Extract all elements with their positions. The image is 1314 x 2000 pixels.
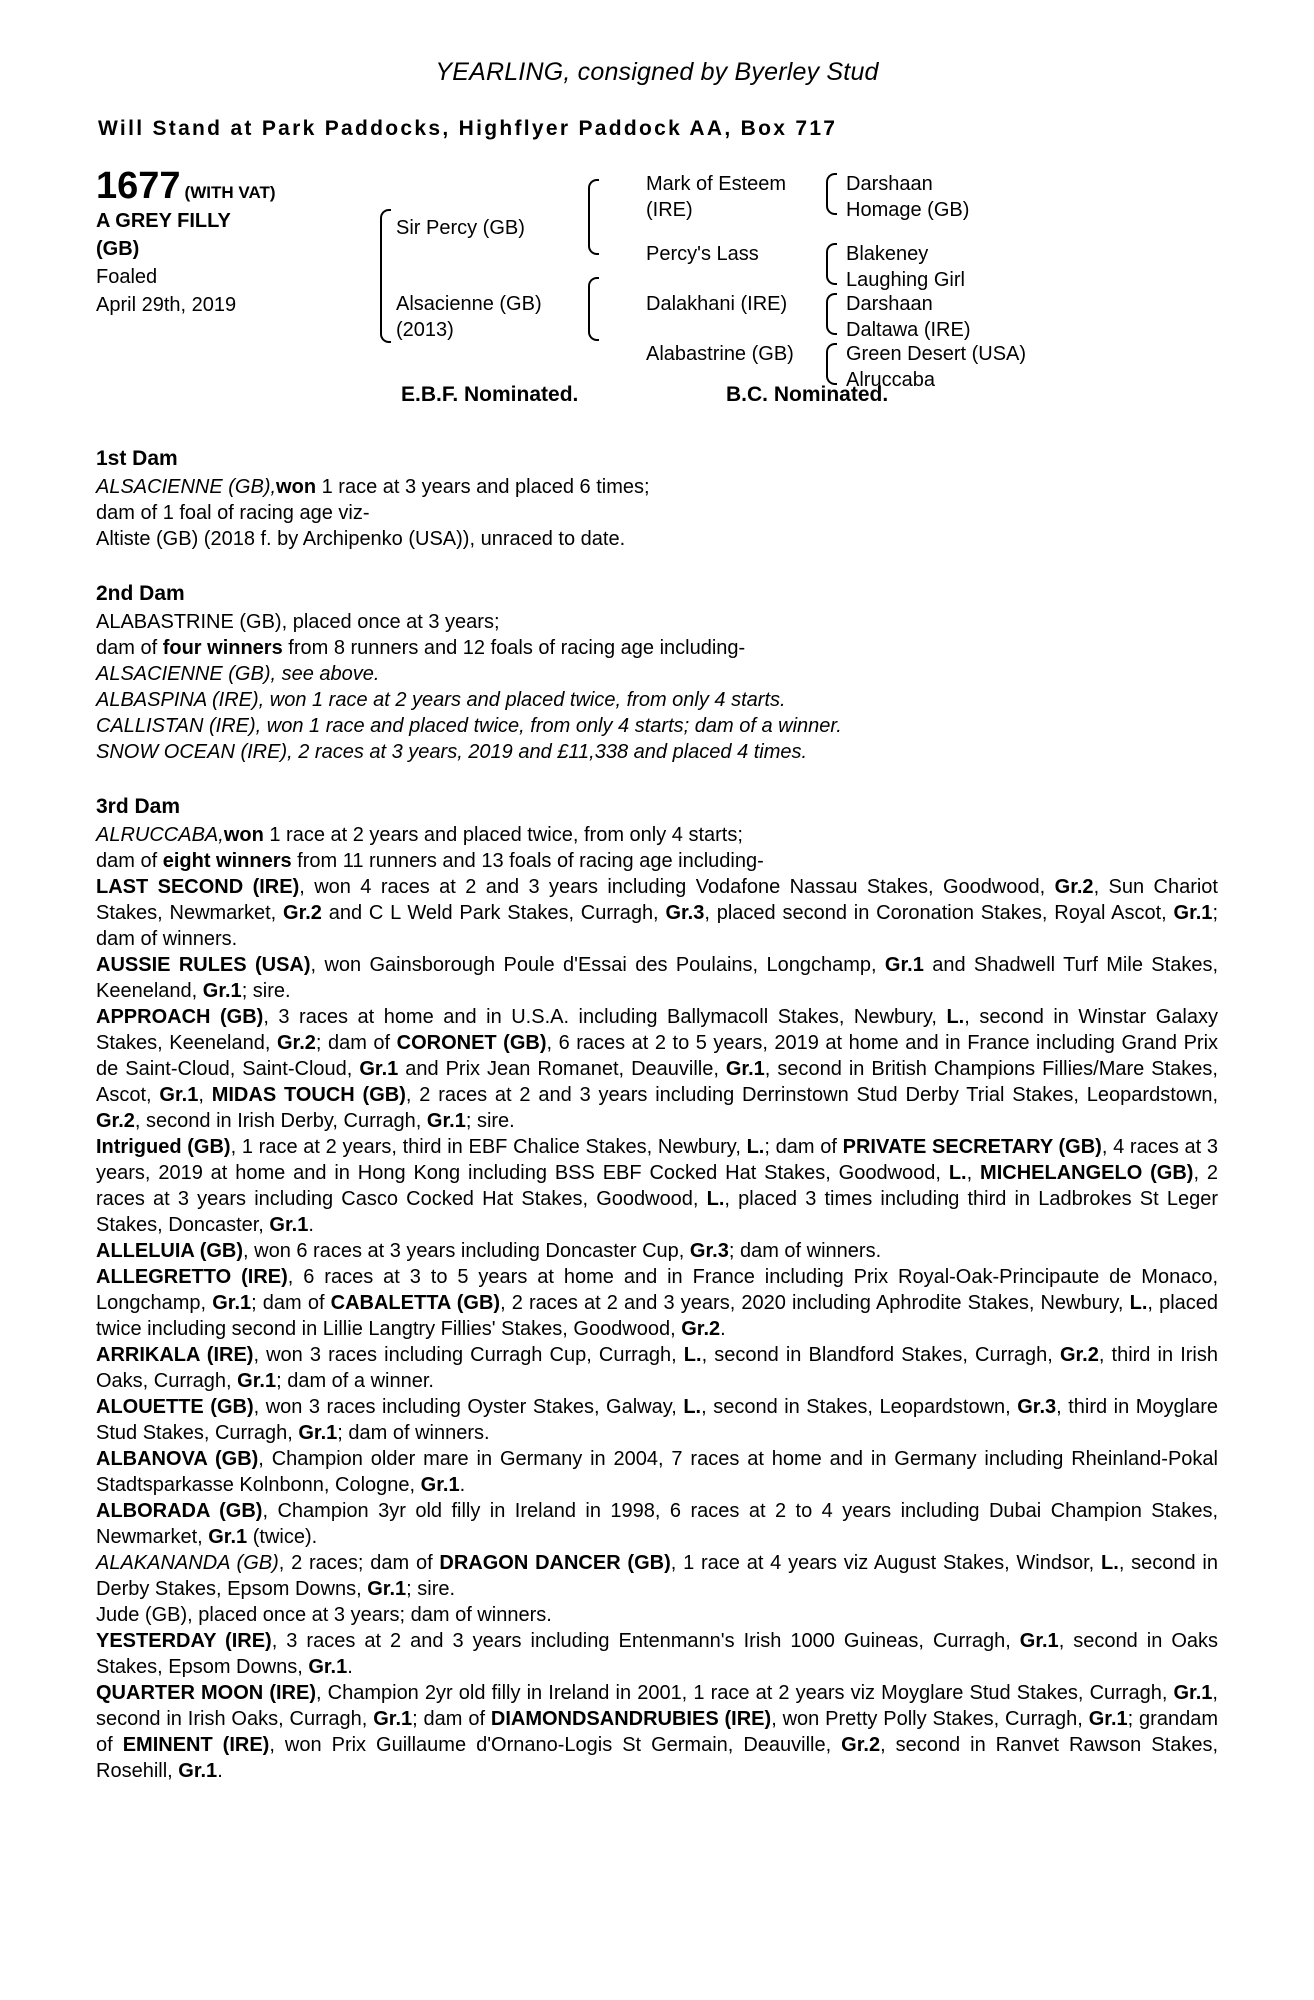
sire-name: Sir Percy (GB): [396, 217, 525, 239]
sires-sire-name-2: (IRE): [646, 199, 693, 221]
gg-name-5: Darshaan: [846, 293, 933, 315]
list-item: ALBASPINA (IRE), won 1 race at 2 years and placed twice, from only 4 starts.: [96, 689, 786, 711]
progeny-name: ALOUETTE (GB): [96, 1396, 254, 1418]
progeny-name: AUSSIE RULES (USA): [96, 954, 311, 976]
progeny-description: , 2 races; dam of DRAGON DANCER (GB), 1 race at 4 years viz August Stakes, Windsor, L., second in Derby Stakes, Epsom Downs, Gr.1; sire.: [96, 1552, 1218, 1600]
brace-gg1: [826, 173, 837, 215]
list-item: [96, 1004, 1218, 1134]
jude-line: Jude (GB), placed once at 3 years; dam of winners.: [96, 1604, 552, 1626]
progeny-description: , Champion 3yr old filly in Ireland in 1998, 6 races at 2 to 4 years including Dubai Champion Stakes, Newmarket, Gr.1 (twice).: [96, 1500, 1218, 1548]
brace-outer: [380, 209, 391, 343]
progeny-description: , won 3 races including Curragh Cup, Curragh, L., second in Blandford Stakes, Curragh, Gr.2, third in Irish Oaks, Curragh, Gr.1; dam of a winner.: [96, 1344, 1218, 1392]
sires-dam-name: Percy's Lass: [646, 243, 759, 265]
progeny-name: ALAKANANDA (GB): [96, 1552, 279, 1574]
list-item: CALLISTAN (IRE), won 1 race and placed twice, from only 4 starts; dam of a winner.: [96, 715, 842, 737]
lot-details: [96, 167, 366, 318]
progeny-description: , won 6 races at 3 years including Doncaster Cup, Gr.3; dam of winners.: [243, 1240, 882, 1262]
list-item: [96, 952, 1218, 1004]
third-dam-progeny-list: [96, 874, 1218, 1602]
first-dam-line-2: dam of 1 foal of racing age viz-: [96, 502, 370, 524]
third-dam-name: ALRUCCABA,: [96, 824, 224, 846]
progeny-description: , won 3 races including Oyster Stakes, Galway, L., second in Stakes, Leopardstown, Gr.3, third in Moyglare Stud Stakes, Curragh, Gr.1; dam of winners.: [96, 1396, 1218, 1444]
dams-dam-name: Alabastrine (GB): [646, 343, 794, 365]
progeny-name: ALLEGRETTO (IRE): [96, 1266, 288, 1288]
ebf-nominated: E.B.F. Nominated.: [401, 383, 579, 406]
pedigree-column-great-grandparents: [846, 167, 1166, 391]
first-dam-line-1: [96, 474, 1218, 500]
pedigree-table: [96, 165, 1218, 391]
progeny-name: ALLELUIA (GB): [96, 1240, 244, 1262]
brace-gg3: [826, 293, 837, 335]
list-item: [96, 1394, 1218, 1446]
foaled-label: Foaled: [96, 265, 158, 288]
gg-name-4: Laughing Girl: [846, 269, 965, 291]
brace-gg4: [826, 343, 837, 385]
progeny-description: , 6 races at 3 to 5 years at home and in France including Prix Royal-Oak-Principaute de Monaco, Longchamp, Gr.1; dam of CABALETTA (GB), 2 races at 2 and 3 years, 2020 including Aphrodite Stakes, Newbury, L., placed twice including second in Lillie Langtry Fillies' Stakes, Goodwood, Gr.2.: [96, 1266, 1219, 1340]
lot-description-line2: (GB): [96, 238, 140, 261]
list-item: [96, 1446, 1218, 1498]
gg-name-1: Darshaan: [846, 173, 933, 195]
list-item: [96, 874, 1218, 952]
progeny-description: , 1 race at 2 years, third in EBF Chalice Stakes, Newbury, L.; dam of PRIVATE SECRETARY (GB), 4 races at 3 years, 2019 at home and in Hong Kong including BSS EBF Cocked Hat Stakes, Goodwood, L., MICHELANGELO (GB), 2 races at 3 years including Casco Cocked Hat Stakes, Goodwood, L., placed 3 times including third in Ladbrokes St Leger Stakes, Doncaster, Gr.1.: [96, 1136, 1219, 1236]
progeny-description: , Champion older mare in Germany in 2004, 7 races at home and in Germany including Rheinland-Pokal Stadtsparkasse Kolnbonn, Cologne, Gr.1.: [96, 1448, 1218, 1496]
progeny-name: LAST SECOND (IRE): [96, 876, 300, 898]
gg-name-6: Daltawa (IRE): [846, 319, 971, 341]
second-dam-line-2: [96, 635, 1218, 661]
progeny-name: QUARTER MOON (IRE): [96, 1682, 316, 1704]
gg-name-7: Green Desert (USA): [846, 343, 1027, 365]
third-dam-section: [96, 795, 1218, 1784]
list-item: [96, 1264, 1218, 1342]
gg-name-8: Alruccaba: [846, 369, 935, 391]
progeny-name: YESTERDAY (IRE): [96, 1630, 272, 1652]
third-dam-winner-count: eight winners: [162, 850, 292, 872]
gg-name-3: Blakeney: [846, 243, 929, 265]
progeny-name: ALBANOVA (GB): [96, 1448, 259, 1470]
foaled-date: April 29th, 2019: [96, 293, 237, 316]
dam-year: (2013): [396, 319, 454, 341]
dams-sire-name: Dalakhani (IRE): [646, 293, 788, 315]
brace-dam: [588, 277, 599, 341]
sires-sire-name: Mark of Esteem: [646, 173, 787, 195]
lot-vat-note: (WITH VAT): [184, 183, 276, 202]
list-item: [96, 1498, 1218, 1550]
first-dam-name: ALSACIENNE (GB),: [96, 476, 277, 498]
jude-progeny-list: [96, 1628, 1218, 1784]
first-dam-section: [96, 447, 1218, 552]
third-dam-heading: 3rd Dam: [96, 795, 181, 818]
consignment-title: YEARLING, consigned by Byerley Stud: [435, 58, 879, 86]
dam-name: Alsacienne (GB): [396, 293, 542, 315]
list-item: [96, 1680, 1218, 1784]
lot-description-line1: A GREY FILLY: [96, 210, 231, 232]
third-dam-line-1: [96, 822, 1218, 848]
third-dam-damof-prefix: dam of: [96, 850, 163, 872]
progeny-name: ALBORADA (GB): [96, 1500, 263, 1522]
second-dam-section: [96, 582, 1218, 765]
progeny-name: ARRIKALA (IRE): [96, 1344, 254, 1366]
progeny-description: , Champion 2yr old filly in Ireland in 2001, 1 race at 2 years viz Moyglare Stud Stakes, Curragh, Gr.1, second in Irish Oaks, Curragh, Gr.1; dam of DIAMONDSANDRUBIES (IRE), won Pretty Polly Stakes, Curragh, Gr.1; grandam of EMINENT (IRE), won Prix Guillaume d'Ornano-Logis St Germain, Deauville, Gr.2, second in Ranvet Rawson Stakes, Rosehill, Gr.1.: [96, 1682, 1218, 1782]
third-dam-line-2: [96, 848, 1218, 874]
nomination-line: [96, 383, 1218, 417]
brace-sire: [588, 179, 599, 255]
list-item: ALSACIENNE (GB), see above.: [96, 663, 380, 685]
list-item: [96, 1238, 1218, 1264]
brace-gg2: [826, 243, 837, 285]
lot-number-row: [96, 167, 366, 205]
third-dam-damof-suffix: from 11 runners and 13 foals of racing age including-: [291, 850, 764, 872]
second-dam-line-1: ALABASTRINE (GB), placed once at 3 years;: [96, 611, 500, 633]
second-dam-heading: 2nd Dam: [96, 582, 185, 605]
second-dam-damof-suffix: from 8 runners and 12 foals of racing age including-: [282, 637, 746, 659]
list-item: [96, 1628, 1218, 1680]
first-dam-record: 1 race at 3 years and placed 6 times;: [316, 476, 650, 498]
progeny-description: , won 4 races at 2 and 3 years including Vodafone Nassau Stakes, Goodwood, Gr.2, Sun Chariot Stakes, Newmarket, Gr.2 and C L Weld Park Stakes, Curragh, Gr.3, placed second in Coronation Stakes, Royal Ascot, Gr.1; dam of winners.: [96, 876, 1218, 950]
list-item: [96, 1134, 1218, 1238]
list-item: SNOW OCEAN (IRE), 2 races at 3 years, 2019 and £11,338 and placed 4 times.: [96, 741, 808, 763]
progeny-name: Intrigued (GB): [96, 1136, 231, 1158]
list-item: [96, 1342, 1218, 1394]
second-dam-progeny-list: [96, 661, 1218, 765]
stand-location-line: Will Stand at Park Paddocks, Highflyer Paddock AA, Box 717: [98, 117, 838, 140]
third-dam-record: 1 race at 2 years and placed twice, from only 4 starts;: [263, 824, 743, 846]
third-dam-won: won: [223, 824, 264, 846]
list-item: [96, 1550, 1218, 1602]
second-dam-winner-count: four winners: [162, 637, 283, 659]
first-dam-won: won: [276, 476, 317, 498]
gg-name-2: Homage (GB): [846, 199, 970, 221]
bc-nominated: B.C. Nominated.: [726, 383, 889, 406]
lot-number: 1677: [96, 165, 181, 207]
second-dam-damof-prefix: dam of: [96, 637, 163, 659]
first-dam-heading: 1st Dam: [96, 447, 178, 470]
progeny-description: , 3 races at home and in U.S.A. including Ballymacoll Stakes, Newbury, L., second in Winstar Galaxy Stakes, Keeneland, Gr.2; dam of CORONET (GB), 6 races at 2 to 5 years, 2019 at home and in France including Grand Prix de Saint-Cloud, Saint-Cloud, Gr.1 and Prix Jean Romanet, Deauville, Gr.1, second in British Champions Fillies/Mare Stakes, Ascot, Gr.1, MIDAS TOUCH (GB), 2 races at 2 and 3 years including Derrinstown Stud Derby Trial Stakes, Leopardstown, Gr.2, second in Irish Derby, Curragh, Gr.1; sire.: [96, 1006, 1219, 1132]
progeny-description: , won Gainsborough Poule d'Essai des Poulains, Longchamp, Gr.1 and Shadwell Turf Mile Stakes, Keeneland, Gr.1; sire.: [96, 954, 1219, 1002]
first-dam-progeny-1: Altiste (GB) (2018 f. by Archipenko (USA)), unraced to date.: [96, 528, 626, 550]
progeny-name: APPROACH (GB): [96, 1006, 264, 1028]
progeny-description: , 3 races at 2 and 3 years including Entenmann's Irish 1000 Guineas, Curragh, Gr.1, second in Oaks Stakes, Epsom Downs, Gr.1.: [96, 1630, 1218, 1678]
